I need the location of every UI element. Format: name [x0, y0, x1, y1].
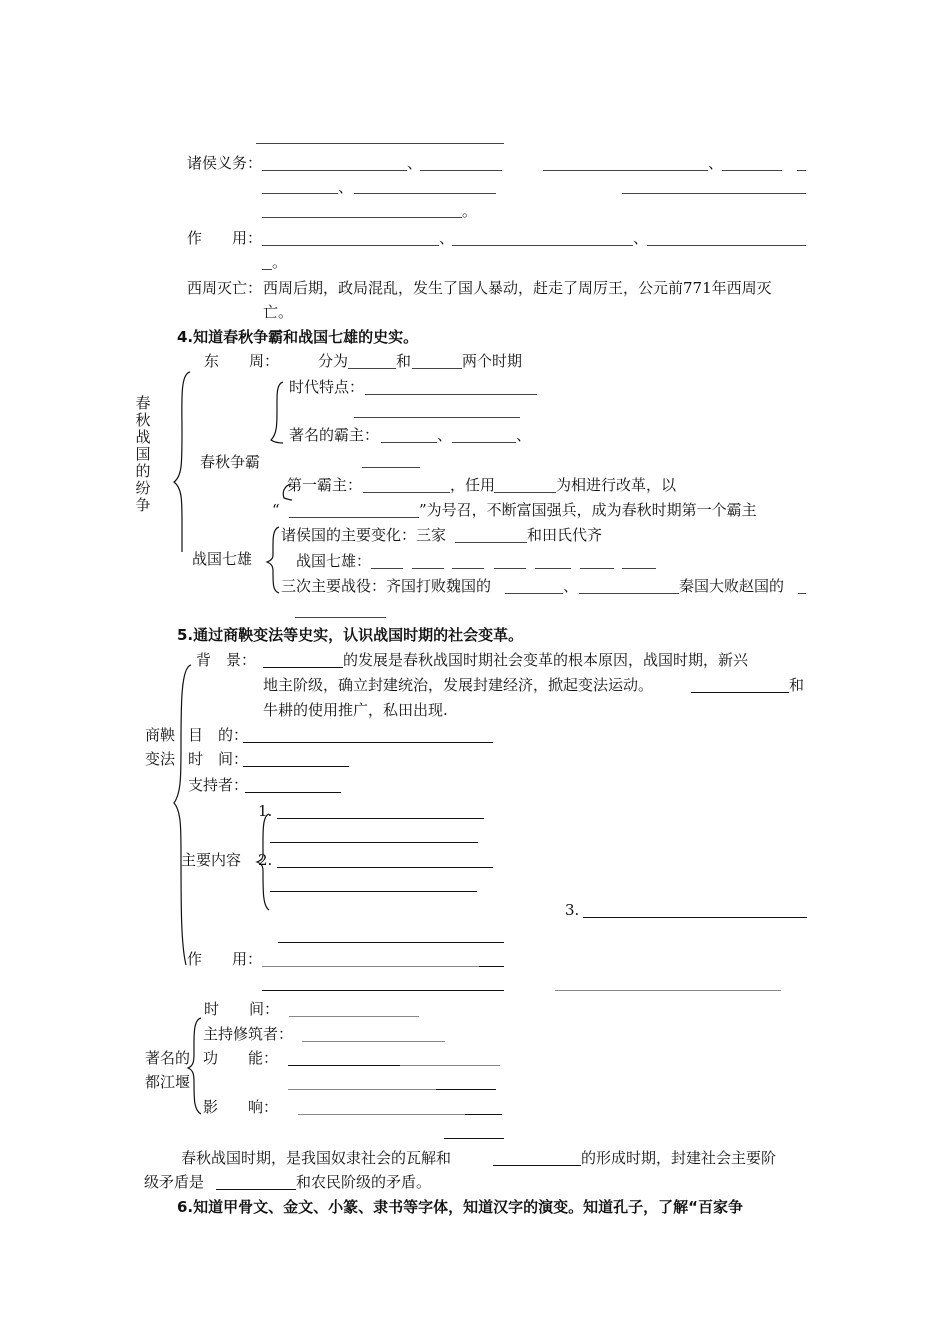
dongzhou-blank-1[interactable] — [348, 368, 396, 369]
section6-heading: 6.知道甲骨文、金文、小篆、隶书等字体，知道汉字的演变。知道孔子，了解“百家争 — [177, 1198, 743, 1216]
seven-blank-7[interactable] — [622, 568, 656, 569]
duty-blank-5[interactable] — [797, 170, 806, 171]
zhanguo-label: 战国七雄 — [192, 550, 253, 568]
role-blank-4[interactable] — [262, 269, 272, 270]
role-sep-1: 、 — [439, 229, 455, 247]
time-blank[interactable] — [243, 766, 349, 767]
seven-blank-4[interactable] — [494, 568, 526, 569]
item-1-blank-b[interactable] — [270, 842, 478, 843]
battle-blank-1[interactable] — [505, 593, 563, 594]
first-blank-2[interactable] — [494, 492, 556, 493]
first-text-b: 为相进行改革，以 — [556, 476, 677, 494]
seven-label: 战国七雄： — [296, 552, 372, 570]
dj-func-blank-2[interactable] — [400, 1065, 500, 1066]
supporter-blank[interactable] — [245, 792, 341, 793]
dj-func-blank-1[interactable] — [288, 1065, 400, 1066]
duty-end: 。 — [462, 202, 478, 220]
change-text-b: 和田氏代齐 — [527, 526, 603, 544]
brace-zhanguo — [266, 527, 280, 595]
dj-impact-label: 影 响： — [203, 1098, 279, 1116]
dongzhou-text-a: 分为 — [318, 352, 349, 370]
summary-blank-1[interactable] — [493, 1165, 581, 1166]
bg-label: 背 景： — [196, 651, 257, 669]
outer-brace-section4 — [172, 372, 192, 552]
duty-sep-3: 、 — [338, 178, 354, 196]
duty-blank-2[interactable] — [420, 170, 502, 171]
first-label: 第一霸主： — [287, 476, 363, 494]
famous-blank-2[interactable] — [452, 442, 516, 443]
famous-blank-1[interactable] — [381, 442, 437, 443]
duty-blank-1[interactable] — [262, 170, 407, 171]
dongzhou-text-b: 和 — [396, 352, 412, 370]
effect-blank-1[interactable] — [278, 942, 504, 943]
seven-blank-6[interactable] — [580, 568, 614, 569]
change-label: 诸侯国的主要变化：三家 — [281, 526, 447, 544]
duty-blank-6[interactable] — [262, 193, 338, 194]
time-label: 时 间： — [188, 750, 249, 768]
battle-blank-4[interactable] — [295, 617, 386, 618]
dj-impact-blank-3[interactable] — [444, 1138, 504, 1139]
role-sep-2: 、 — [633, 229, 649, 247]
shangyang-title-1: 商鞅 — [145, 726, 176, 744]
dujiang-title-2: 都江堰 — [145, 1073, 191, 1091]
dujiang-title-1: 著名的 — [145, 1049, 191, 1067]
dj-func-label: 功 能： — [203, 1049, 279, 1067]
role-end: 。 — [272, 253, 288, 271]
bg-blank-1[interactable] — [263, 667, 343, 668]
dj-time-blank[interactable] — [289, 1016, 419, 1017]
duty-blank-3[interactable] — [543, 170, 708, 171]
section5-heading: 5.通过商鞅变法等史实，认识战国时期的社会变革。 — [177, 626, 524, 644]
dj-func-blank-4[interactable] — [436, 1089, 496, 1090]
famous-label: 著名的霸主： — [289, 426, 380, 444]
battle-blank-3[interactable] — [798, 593, 806, 594]
trait-blank-2[interactable] — [354, 417, 520, 418]
item-2-blank-b[interactable] — [270, 891, 477, 892]
shangyang-title-2: 变法 — [145, 750, 176, 768]
duty-blank-7[interactable] — [354, 193, 496, 194]
trait-blank-1[interactable] — [365, 394, 537, 395]
seven-blank-1[interactable] — [371, 568, 403, 569]
famous-sep-2: 、 — [516, 426, 532, 444]
dongzhou-label: 东 周： — [204, 352, 280, 370]
duty-blank-4[interactable] — [722, 170, 782, 171]
role-blank-1[interactable] — [262, 245, 439, 246]
seven-blank-2[interactable] — [412, 568, 444, 569]
item-1-blank-a[interactable] — [277, 818, 484, 819]
fall-text-1: 西周后期，政局混乱，发生了国人暴动，赶走了周厉王，公元前771年西周灭 — [263, 279, 772, 297]
bg-text-1: 的发展是春秋战国时期社会变革的根本原因，战国时期，新兴 — [343, 651, 749, 669]
dj-host-label: 主持修筑者： — [203, 1025, 294, 1043]
duty-sep-2: 、 — [708, 154, 724, 172]
trait-label: 时代特点： — [289, 378, 365, 396]
dongzhou-blank-2[interactable] — [412, 368, 462, 369]
side-title-chunqiu-zhanguo: 春秋战国的纷争 — [135, 394, 151, 514]
first-blank-3[interactable] — [289, 517, 419, 518]
battle-sep: 、 — [563, 577, 579, 595]
summary-text-1b: 的形成时期，封建社会主要阶 — [581, 1149, 777, 1167]
bg-text-2: 地主阶级，确立封建统治，发展封建经济，掀起变法运动。 — [263, 676, 654, 694]
dj-impact-blank-2[interactable] — [465, 1114, 502, 1115]
role-blank-3[interactable] — [647, 245, 806, 246]
supporter-label: 支持者： — [188, 776, 249, 794]
dj-time-label: 时 间： — [204, 1000, 280, 1018]
effect-blank-5[interactable] — [555, 990, 781, 991]
change-blank[interactable] — [455, 542, 527, 543]
fall-label: 西周灭亡： — [187, 279, 263, 297]
goal-blank[interactable] — [243, 742, 493, 743]
dj-host-blank[interactable] — [302, 1041, 445, 1042]
duty-blank-9[interactable] — [262, 217, 462, 218]
seven-blank-3[interactable] — [452, 568, 484, 569]
battle-label: 三次主要战役：齐国打败魏国的 — [281, 577, 492, 595]
famous-blank-3[interactable] — [362, 467, 420, 468]
role-label: 作 用： — [187, 229, 263, 247]
battle-blank-2[interactable] — [579, 593, 679, 594]
effect-blank-4[interactable] — [262, 990, 504, 991]
dongzhou-text-c: 两个时期 — [462, 352, 523, 370]
summary-blank-2[interactable] — [216, 1189, 296, 1190]
item-3-number: 3. — [565, 901, 580, 919]
famous-sep-1: 、 — [437, 426, 453, 444]
brace-trait — [270, 382, 284, 444]
first-text-a: ，任用 — [450, 476, 496, 494]
dj-func-blank-3[interactable] — [288, 1089, 436, 1090]
duty-label: 诸侯义务： — [187, 154, 263, 172]
first-blank-1[interactable] — [363, 492, 450, 493]
effect-blank-3[interactable] — [479, 966, 504, 967]
summary-text-2b: 和农民阶级的矛盾。 — [296, 1173, 432, 1191]
summary-text-1a: 春秋战国时期，是我国奴隶社会的瓦解和 — [181, 1149, 452, 1167]
bg-blank-2[interactable] — [691, 692, 789, 693]
item-2-blank-a[interactable] — [277, 867, 493, 868]
item-2-number: 2. — [258, 851, 273, 869]
role-blank-2[interactable] — [452, 245, 633, 246]
first-quote-open: “ — [272, 501, 280, 519]
effect-label: 作 用： — [187, 950, 263, 968]
dj-impact-blank-1[interactable] — [298, 1114, 465, 1115]
item-1-number: 1. — [258, 802, 273, 820]
fall-text-2: 亡。 — [263, 303, 294, 321]
content-label: 主要内容 — [181, 851, 242, 869]
battle-text-b: 秦国大败赵国的 — [679, 577, 785, 595]
chunqiu-label: 春秋争霸 — [200, 453, 261, 471]
duty-blank-8[interactable] — [622, 193, 806, 194]
goal-label: 目 的： — [188, 726, 249, 744]
outer-brace-section5 — [172, 665, 192, 965]
blank-line[interactable] — [256, 143, 504, 144]
bg-text-3: 牛耕的使用推广，私田出现. — [263, 701, 448, 719]
effect-blank-2[interactable] — [262, 966, 479, 967]
bg-text-2-end: 和 — [789, 676, 805, 694]
duty-sep-1: 、 — [407, 154, 423, 172]
item-3-blank[interactable] — [583, 917, 807, 918]
seven-blank-5[interactable] — [535, 568, 571, 569]
summary-text-2a: 级矛盾是 — [144, 1173, 205, 1191]
section4-heading: 4.知道春秋争霸和战国七雄的史实。 — [177, 328, 419, 346]
first-text-c: ”为号召，不断富国强兵，成为春秋时期第一个霸主 — [419, 501, 757, 519]
